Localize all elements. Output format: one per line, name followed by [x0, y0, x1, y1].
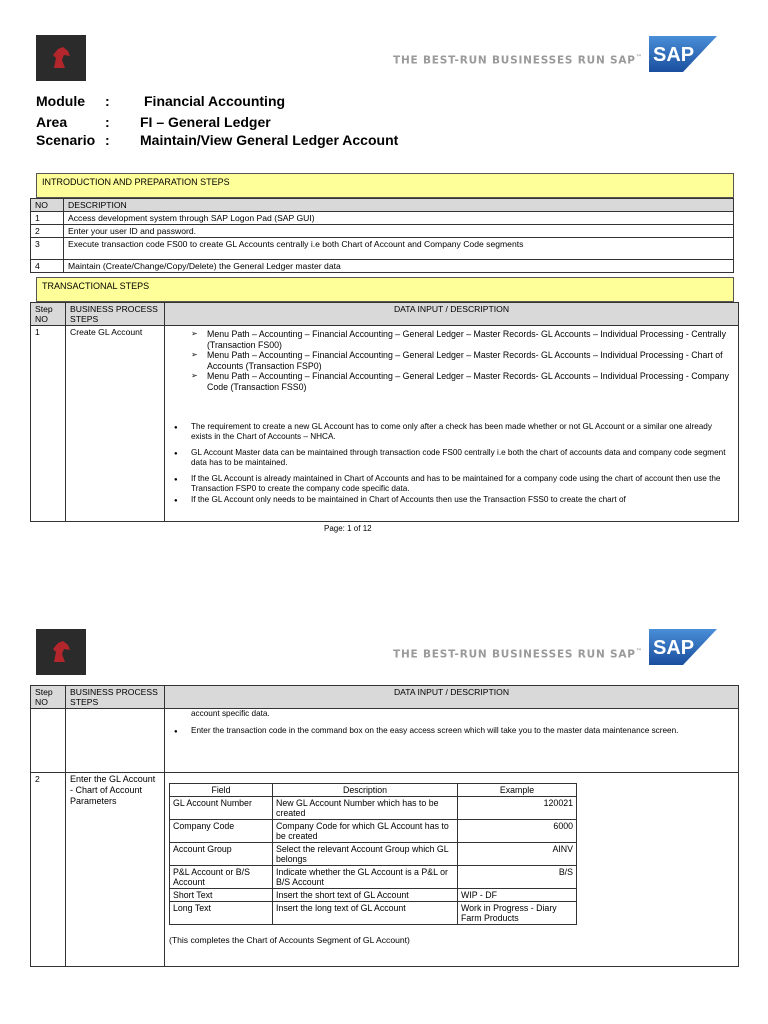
table-row: Short Text Insert the short text of GL Account WIP - DF [170, 889, 577, 902]
intro-col-no: NO [31, 199, 64, 212]
horse-head-icon [50, 46, 72, 70]
intro-col-desc: DESCRIPTION [64, 199, 734, 212]
list-item: ➢ Menu Path – Accounting – Financial Accounting – General Ledger – Master Records- GL Accounts – Individual Processing - Company Code (Transaction FSS0) [207, 371, 732, 392]
table-row [31, 326, 739, 522]
sap-logo-text: SAP [653, 44, 695, 66]
list-item: ● The requirement to create a new GL Account has to come only after a check has been made whether or not GL Account or a similar one already exists in the Chart of Accounts – NHCA. [191, 422, 732, 442]
tagline: THE BEST-RUN BUSINESSES RUN SAP™ [393, 54, 643, 67]
col-step-no: Step NO [31, 686, 66, 709]
fields-col-field: Field [170, 784, 273, 797]
fields-col-description: Description [273, 784, 458, 797]
table-row: Long Text Insert the long text of GL Account Work in Progress - Diary Farm Products [170, 902, 577, 925]
sap-logo [649, 36, 717, 72]
page-number: Page: 1 of 12 [324, 524, 372, 533]
table-row: GL Account Number New GL Account Number which has to be created 120021 [170, 797, 577, 820]
col-data-input: DATA INPUT / DESCRIPTION [165, 686, 739, 709]
bullet-list [169, 422, 732, 505]
list-item: ● If the GL Account is already maintained in Chart of Accounts and has to be maintained for a company code using the chart of account then use the Transaction FSP0 to create the company code specific data. [191, 474, 732, 494]
module-colon: : [105, 93, 110, 109]
table-row: 4 Maintain (Create/Change/Copy/Delete) the General Ledger master data [31, 260, 734, 273]
list-item: ➢ Menu Path – Accounting – Financial Accounting – General Ledger – Master Records- GL Accounts – Individual Processing - Centrally (Transaction FS00) [207, 329, 732, 350]
step-no: 1 [31, 326, 66, 522]
sap-logo [649, 629, 717, 665]
horse-head-icon [50, 640, 72, 664]
area-label: Area [36, 114, 68, 130]
continued-text: account specific data. [191, 709, 270, 718]
module-value: Financial Accounting [144, 93, 286, 109]
col-step-no: Step NO [31, 303, 66, 326]
module-label: Module [36, 93, 85, 109]
list-item: ● Enter the transaction code in the command box on the easy access screen which will take you to the master data maintenance screen. [191, 726, 732, 736]
trans-table-continued [30, 685, 739, 967]
menu-path-list [169, 329, 732, 392]
tagline: THE BEST-RUN BUSINESSES RUN SAP™ [393, 648, 643, 661]
fields-table [169, 783, 577, 925]
area-value: FI – General Ledger [140, 114, 271, 130]
fields-col-example: Example [458, 784, 577, 797]
step-name: Create GL Account [66, 326, 165, 522]
col-business-process: BUSINESS PROCESS STEPS [66, 686, 165, 709]
bullet-list [169, 726, 732, 736]
table-row: 2 Enter your user ID and password. [31, 225, 734, 238]
company-logo [36, 35, 86, 81]
scenario-label: Scenario [36, 132, 96, 148]
trans-table [30, 302, 739, 522]
list-item: ● If the GL Account only needs to be maintained in Chart of Accounts then use the Transaction FSS0 to create the chart of [191, 495, 732, 505]
table-row [31, 773, 739, 967]
scenario-colon: : [105, 132, 110, 148]
intro-table [30, 198, 734, 273]
step-no: 2 [31, 773, 66, 967]
table-row: Company Code Company Code for which GL Account has to be created 6000 [170, 820, 577, 843]
completion-note: (This completes the Chart of Accounts Segment of GL Account) [169, 935, 410, 945]
step-name: Enter the GL Account - Chart of Account Parameters [66, 773, 165, 967]
table-row: P&L Account or B/S Account Indicate whether the GL Account is a P&L or B/S Account B/S [170, 866, 577, 889]
area-colon: : [105, 114, 110, 130]
table-row: 1 Access development system through SAP Logon Pad (SAP GUI) [31, 212, 734, 225]
sap-logo-text: SAP [653, 637, 695, 659]
list-item: ➢ Menu Path – Accounting – Financial Accounting – General Ledger – Master Records- GL Accounts – Individual Processing - Chart of Accounts (Transaction FSP0) [207, 350, 732, 371]
list-item: ● GL Account Master data can be maintained through transaction code FS00 centrally i.e both the chart of accounts data and company code segment data has to be maintained. [191, 448, 732, 468]
table-row [31, 709, 739, 773]
intro-section-title: INTRODUCTION AND PREPARATION STEPS [36, 173, 734, 198]
company-logo [36, 629, 86, 675]
trans-section-title: TRANSACTIONAL STEPS [36, 277, 734, 302]
table-row: 3 Execute transaction code FS00 to create GL Accounts centrally i.e both Chart of Account and Company Code segments [31, 238, 734, 260]
col-business-process: BUSINESS PROCESS STEPS [66, 303, 165, 326]
table-row: Account Group Select the relevant Account Group which GL belongs AINV [170, 843, 577, 866]
col-data-input: DATA INPUT / DESCRIPTION [165, 303, 739, 326]
scenario-value: Maintain/View General Ledger Account [140, 132, 399, 148]
